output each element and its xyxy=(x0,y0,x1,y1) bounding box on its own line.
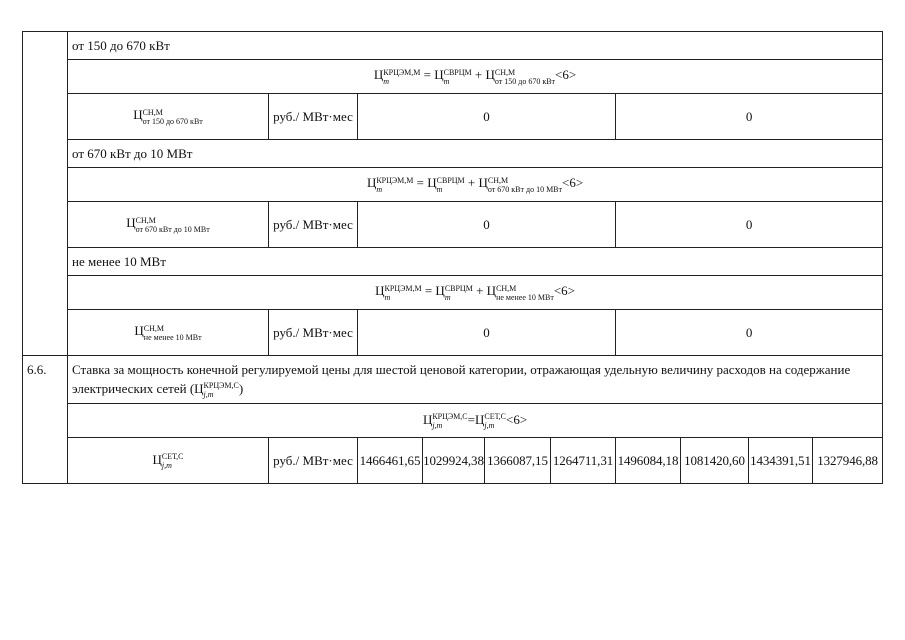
section-title: не менее 10 МВт xyxy=(68,248,883,276)
value-row xyxy=(23,438,883,484)
tariff-table xyxy=(22,31,883,484)
value-cell: 1466461,65 xyxy=(358,438,423,484)
value-cell: 1081420,60 xyxy=(681,438,749,484)
formula: Ц КРЦЭМ,М m = Ц СВРЦМ m + Ц СН,М не менее 10 МВт <6> xyxy=(68,276,883,310)
formula-row xyxy=(23,276,883,310)
value-cell: 1327946,88 xyxy=(813,438,883,484)
value-cell: 0 xyxy=(358,202,616,248)
value-row xyxy=(23,202,883,248)
formula: Ц КРЦЭМ,М m = Ц СВРЦМ m + Ц СН,М от 670 кВт до 10 МВт <6> xyxy=(68,168,883,202)
section-row xyxy=(23,248,883,276)
formula-row xyxy=(23,168,883,202)
section-title: от 150 до 670 кВт xyxy=(68,32,883,60)
value-cell: 1496084,18 xyxy=(616,438,681,484)
value-cell: 1264711,31 xyxy=(551,438,616,484)
item-index: 6.6. xyxy=(23,356,68,484)
symbol-cell: Ц СН,М от 670 кВт до 10 МВт xyxy=(68,202,269,248)
formula-row xyxy=(23,60,883,94)
section-row xyxy=(23,32,883,60)
value-cell: 0 xyxy=(616,94,883,140)
value-row xyxy=(23,310,883,356)
item-description: Ставка за мощность конечной регулируемой цены для шестой ценовой категории, отражающая удельную величину расходов на содержание электрических сетей (Ц КРЦЭМ,С j,m ) xyxy=(68,356,883,404)
unit-cell: руб./ МВт·мес xyxy=(269,310,358,356)
value-cell: 0 xyxy=(616,310,883,356)
value-cell: 1434391,51 xyxy=(749,438,813,484)
unit-cell: руб./ МВт·мес xyxy=(269,438,358,484)
value-cell: 0 xyxy=(358,94,616,140)
symbol-cell: Ц СЕТ,С j,m xyxy=(68,438,269,484)
formula: Ц КРЦЭМ,М m = Ц СВРЦМ m + Ц СН,М от 150 до 670 кВт <6> xyxy=(68,60,883,94)
symbol-cell: Ц СН,М от 150 до 670 кВт xyxy=(68,94,269,140)
unit-cell: руб./ МВт·мес xyxy=(269,94,358,140)
value-row xyxy=(23,94,883,140)
item-row xyxy=(23,356,883,404)
index-cell-blank xyxy=(23,32,68,356)
unit-cell: руб./ МВт·мес xyxy=(269,202,358,248)
value-cell: 1029924,38 xyxy=(423,438,485,484)
value-cell: 0 xyxy=(616,202,883,248)
value-cell: 0 xyxy=(358,310,616,356)
section-title: от 670 кВт до 10 МВт xyxy=(68,140,883,168)
section-row xyxy=(23,140,883,168)
formula: Ц КРЦЭМ,С j,m =Ц СЕТ,С j,m <6> xyxy=(68,404,883,438)
formula-row xyxy=(23,404,883,438)
value-cell: 1366087,15 xyxy=(485,438,551,484)
symbol-cell: Ц СН,М не менее 10 МВт xyxy=(68,310,269,356)
